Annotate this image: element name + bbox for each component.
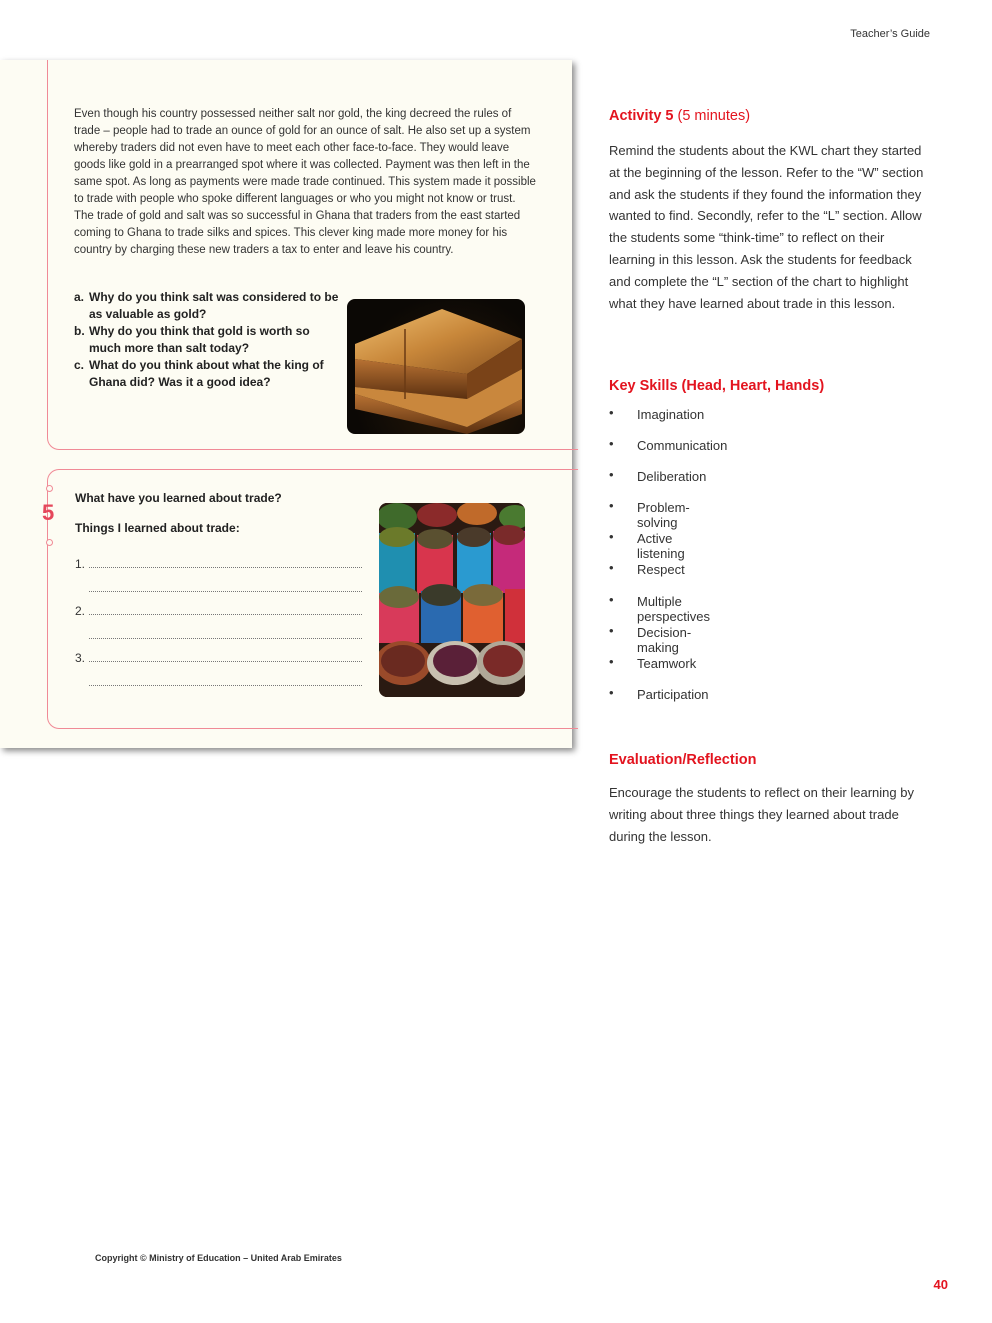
- bullet-icon: •: [609, 653, 614, 669]
- question-letter: a.: [74, 290, 85, 304]
- bullet-icon: •: [609, 684, 614, 700]
- question-item: [74, 357, 342, 391]
- spices-photo: [379, 503, 525, 697]
- bullet-icon: •: [609, 498, 614, 514]
- answer-line[interactable]: [89, 591, 362, 592]
- answer-line[interactable]: [89, 638, 362, 639]
- answer-line[interactable]: [89, 567, 362, 568]
- question-text: Why do you think that gold is worth so much more than salt today?: [89, 324, 310, 355]
- skill-label: Imagination: [637, 407, 705, 422]
- story-text: [74, 106, 538, 259]
- question-letter: b.: [74, 324, 85, 338]
- bullet-icon: •: [609, 622, 614, 638]
- skill-label: Active listening: [637, 531, 685, 562]
- story-paragraph: The trade of gold and salt was so successful in Ghana that traders from the east started coming to Ghana to trade silks and spices. This clever king made more money for his country by charging these new traders a tax to enter and leave his country.: [74, 210, 521, 256]
- answer-number: 1.: [75, 557, 86, 571]
- activity-duration: (5 minutes): [677, 108, 751, 124]
- learn-subheading: Things I learned about trade:: [75, 521, 240, 535]
- question-list: [74, 289, 342, 391]
- gold-bars-photo: [347, 299, 525, 434]
- header-label: Teacher’s Guide: [850, 28, 930, 40]
- activity-title: Activity 5: [609, 108, 674, 124]
- skill-label: Communication: [637, 438, 728, 454]
- question-item: [74, 323, 342, 357]
- evaluation-heading: Evaluation/Reflection: [609, 752, 757, 768]
- question-letter: c.: [74, 358, 85, 372]
- bullet-icon: •: [609, 529, 614, 545]
- bullet-icon: •: [609, 405, 614, 420]
- evaluation-text: Encourage the students to reflect on their learning by writing about three things they learned about trade during the lesson.: [609, 785, 914, 844]
- skill-label: Teamwork: [637, 655, 697, 671]
- answer-number: 3.: [75, 651, 86, 665]
- question-item: [74, 289, 342, 323]
- skill-label: Participation: [637, 686, 709, 702]
- answer-line[interactable]: [89, 614, 362, 615]
- divider-dot: [46, 485, 53, 492]
- bullet-icon: •: [609, 560, 614, 576]
- bullet-icon: •: [609, 591, 614, 607]
- answer-line[interactable]: [89, 685, 362, 686]
- answer-number: 2.: [75, 604, 86, 618]
- section-number: 5: [42, 500, 55, 525]
- question-text: What do you think about what the king of Ghana did? Was it a good idea?: [89, 358, 324, 389]
- skill-label: Respect: [637, 562, 685, 578]
- story-paragraph: Even though his country possessed neither salt nor gold, the king decreed the rules of trade – people had to trade an ounce of gold for an ounce of salt. He also set up a system whereby traders did not even have to meet each other face-to-face. They would leave goods like gold in a prearranged spot where it was collected. Payment was then left in the same spot. As long as payments were made trade continued. This system made it possible to trade with people who spoke different languages or who you might not know or trust.: [74, 108, 536, 205]
- skill-label: Deliberation: [637, 469, 707, 485]
- skill-label: Problem-solving: [637, 500, 690, 531]
- bullet-icon: •: [609, 467, 614, 483]
- copyright-footer: Copyright © Ministry of Education – United Arab Emirates: [95, 1253, 342, 1263]
- page-number: 40: [933, 1277, 948, 1292]
- divider-dot: [46, 539, 53, 546]
- teacher-notes-column: [609, 108, 929, 844]
- activity-text: Remind the students about the KWL chart they started at the beginning of the lesson. Refer to the “W” section and ask the students if they found the information they wanted to find. Secondly, refer to the “L” section. Allow the students some “think-time” to reflect on their learning in this lesson. Ask the students for feedback and complete the “L” section of the chart to highlight what they have learned about trade in this lesson.: [609, 143, 924, 311]
- key-skills-heading: Key Skills (Head, Heart, Hands): [609, 378, 825, 394]
- bullet-icon: •: [609, 436, 614, 452]
- answer-line[interactable]: [89, 661, 362, 662]
- activity-heading: [609, 108, 929, 124]
- question-text: Why do you think salt was considered to be as valuable as gold?: [89, 290, 339, 321]
- skill-label: Decision-making: [637, 624, 692, 655]
- skill-label: Multiple perspectives: [637, 593, 710, 624]
- learn-question: What have you learned about trade?: [75, 491, 282, 505]
- student-page-panel: [0, 60, 572, 748]
